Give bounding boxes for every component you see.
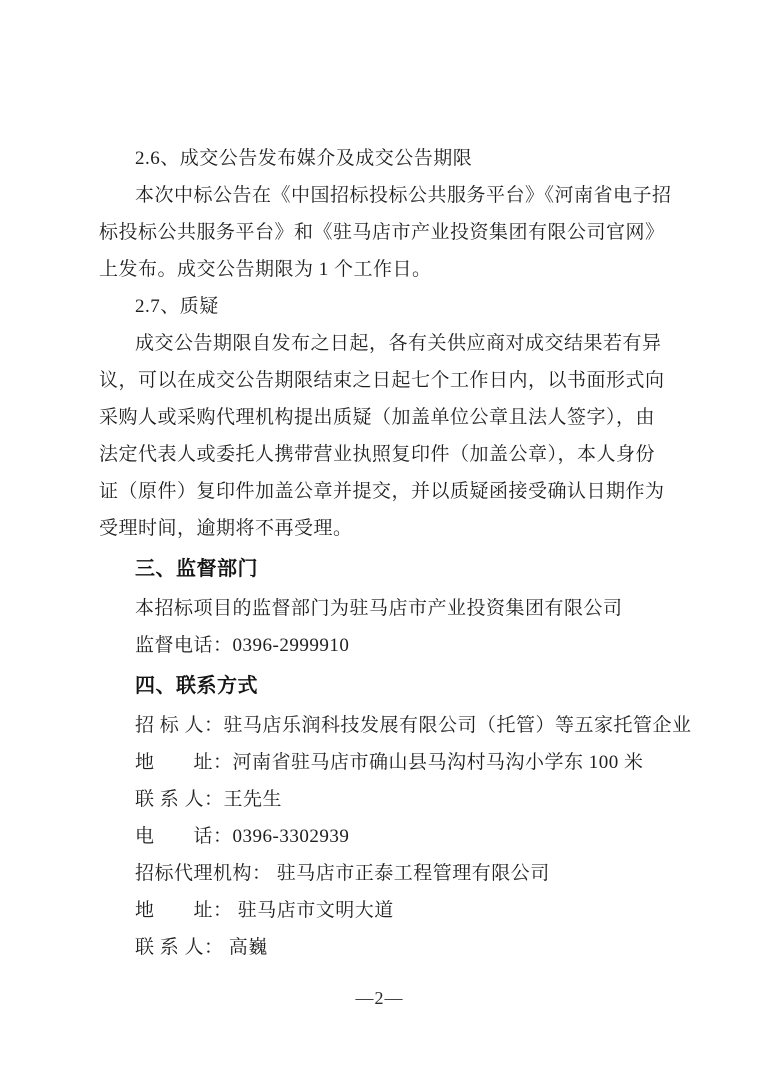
text-line: 电 话：0396-3302939 <box>135 826 350 847</box>
text-line: 法定代表人或委托人携带营业执照复印件（加盖公章），本人身份 <box>99 444 656 465</box>
page-number: —2— <box>355 988 404 1008</box>
text-line: 采购人或采购代理机构提出质疑（加盖单位公章且法人签字），由 <box>99 407 656 428</box>
text-line: 招 标 人：驻马店乐润科技发展有限公司（托管）等五家托管企业 <box>135 715 692 736</box>
text-line: 地 址： 驻马店市文明大道 <box>135 900 394 921</box>
text-line: 受理时间，逾期将不再受理。 <box>99 518 353 539</box>
text-line: 上发布。成交公告期限为 1 个工作日。 <box>99 259 432 280</box>
text-line: 联 系 人：王先生 <box>135 789 283 810</box>
section-heading: 四、联系方式 <box>135 675 258 697</box>
text-line: 2.6、成交公告发布媒介及成交公告期限 <box>135 148 473 169</box>
text-line: 议，可以在成交公告期限结束之日起七个工作日内，以书面形式向 <box>99 370 665 391</box>
text-line: 标投标公共服务平台》和《驻马店市产业投资集团有限公司官网》 <box>99 222 665 243</box>
text-line: 成交公告期限自发布之日起，各有关供应商对成交结果若有异 <box>135 333 662 354</box>
text-line: 联 系 人： 高巍 <box>135 937 268 958</box>
text-line: 证（原件）复印件加盖公章并提交，并以质疑函接受确认日期作为 <box>99 481 665 502</box>
text-line: 地 址：河南省驻马店市确山县马沟村马沟小学东 100 米 <box>135 752 644 773</box>
text-line: 本招标项目的监督部门为驻马店市产业投资集团有限公司 <box>135 598 623 619</box>
document-body <box>99 140 699 966</box>
text-line: 本次中标公告在《中国招标投标公共服务平台》《河南省电子招 <box>135 185 672 206</box>
section-heading: 三、监督部门 <box>135 558 258 580</box>
text-line: 监督电话：0396-2999910 <box>135 635 350 656</box>
text-line: 招标代理机构： 驻马店市正泰工程管理有限公司 <box>135 863 550 884</box>
text-line: 2.7、质疑 <box>135 296 219 317</box>
